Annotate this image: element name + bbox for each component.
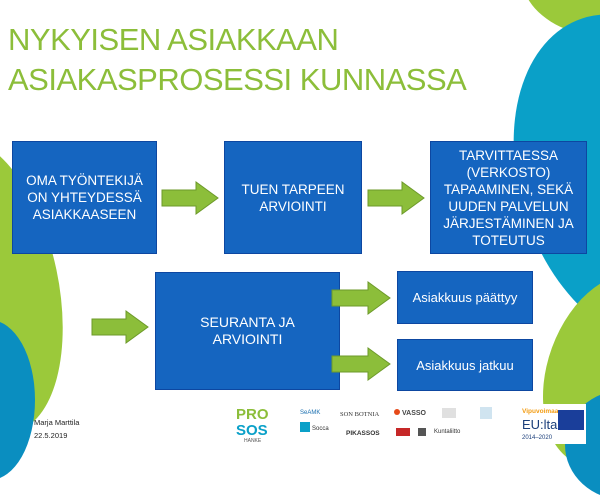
outcome-box-continues: Asiakkuus jatkuu bbox=[397, 339, 533, 391]
partner-badge-icon bbox=[480, 407, 492, 419]
arrow-right-icon bbox=[90, 309, 150, 345]
sonbotnia-logo: SON BOTNIA bbox=[340, 411, 380, 418]
slide-title bbox=[8, 20, 528, 100]
process-box-network-meeting: TARVITTAESSA (VERKOSTO) TAPAAMINEN, SEKÄ UUDEN PALVELUN JÄRJESTÄMINEN JA TOTEUTUS bbox=[430, 141, 587, 254]
arrow-right-icon bbox=[330, 280, 392, 316]
outcome-box-ended: Asiakkuus päättyy bbox=[397, 271, 533, 324]
partner-badge-icon bbox=[396, 428, 410, 436]
author-name: Marja Marttila bbox=[34, 418, 80, 427]
eu-flag-icon bbox=[558, 410, 584, 430]
presentation-date: 22.5.2019 bbox=[34, 431, 68, 440]
arrow-right-icon bbox=[330, 346, 392, 382]
kuntaliitto-logo: Kuntaliitto bbox=[434, 429, 461, 435]
eu-lta-logo: EU:lta bbox=[522, 417, 558, 432]
process-box-own-worker: OMA TYÖNTEKIJÄ ON YHTEYDESSÄ ASIAKKAASEEN bbox=[12, 141, 157, 254]
arrow-right-icon bbox=[160, 180, 220, 216]
process-box-needs-assessment: TUEN TARPEEN ARVIOINTI bbox=[224, 141, 362, 254]
title-line-2: ASIAKASPROSESSI KUNNASSA bbox=[8, 62, 467, 97]
vasso-logo: VASSO bbox=[402, 410, 426, 417]
prosos-logo-sub: HANKE bbox=[244, 438, 262, 444]
prosos-logo-bottom: SOS bbox=[236, 422, 268, 439]
socca-icon bbox=[300, 422, 310, 432]
process-box-follow-up: SEURANTA JA ARVIOINTI bbox=[155, 272, 340, 390]
pikassos-logo: PIKASSOS bbox=[346, 430, 380, 437]
socca-logo: Socca bbox=[312, 426, 329, 432]
eu-years-label: 2014–2020 bbox=[522, 435, 553, 441]
vipuvoimaa-logo: Vipuvoimaa bbox=[522, 408, 559, 415]
seamk-logo: SeAMK bbox=[300, 410, 321, 416]
partner-badge-icon bbox=[418, 428, 426, 436]
arrow-right-icon bbox=[366, 180, 426, 216]
vasso-icon bbox=[394, 409, 400, 415]
title-line-1: NYKYISEN ASIAKKAAN bbox=[8, 22, 339, 57]
prosos-logo-top: PRO bbox=[236, 406, 269, 423]
partner-badge-icon bbox=[442, 408, 456, 418]
prosos-logo bbox=[236, 406, 269, 444]
partner-logos bbox=[236, 404, 586, 444]
